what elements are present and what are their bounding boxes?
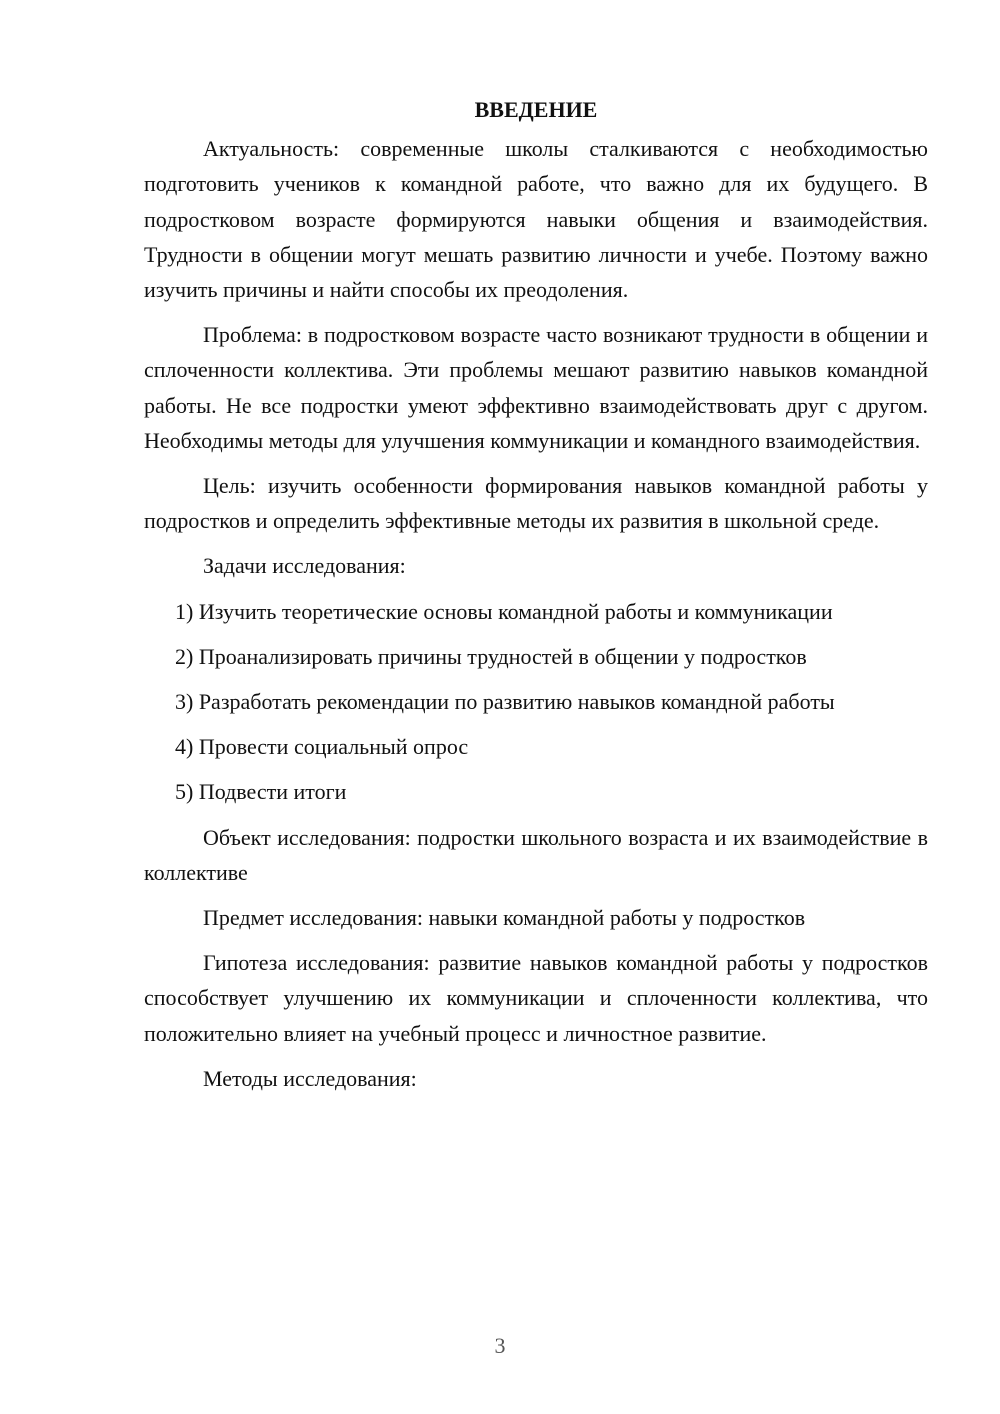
page-number: 3 <box>494 1333 506 1358</box>
task-item-2: 2) Проанализировать причины трудностей в общении у подростков <box>175 643 807 669</box>
task-item-4: 4) Провести социальный опрос <box>175 734 469 760</box>
relevance-paragraph: Актуальность: современные школы сталкиваются с необходимостью подготовить учеников к командной работе, что важно для их будущего. В подростковом возрасте формируются навыки общения и взаимодействия. Трудности в общении могут мешать развитию личности и учебе. Поэтому важно изучить причины и найти способы их преодоления. <box>144 136 928 303</box>
methods-heading: Методы исследования: <box>203 1065 417 1091</box>
goal-paragraph: Цель: изучить особенности формирования навыков командной работы у подростков и определить эффективные методы их развития в школьной среде. <box>144 473 928 534</box>
document-body <box>144 92 928 1106</box>
research-object-paragraph: Объект исследования: подростки школьного возраста и их взаимодействие в коллективе <box>144 824 928 885</box>
section-title: ВВЕДЕНИЕ <box>474 97 598 122</box>
task-item-1: 1) Изучить теоретические основы командной работы и коммуникации <box>175 598 833 624</box>
task-item-5: 5) Подвести итоги <box>175 779 347 805</box>
hypothesis-paragraph: Гипотеза исследования: развитие навыков командной работы у подростков способствует улучшению их коммуникации и сплоченности коллектива, что положительно влияет на учебный процесс и личностное развитие. <box>144 950 928 1046</box>
research-subject-paragraph: Предмет исследования: навыки командной работы у подростков <box>203 905 806 931</box>
problem-paragraph: Проблема: в подростковом возрасте часто возникают трудности в общении и сплоченности коллектива. Эти проблемы мешают развитию навыков командной работы. Не все подростки умеют эффективно взаимодействовать друг с другом. Необходимы методы для улучшения коммуникации и командного взаимодействия. <box>144 322 928 453</box>
tasks-heading: Задачи исследования: <box>203 553 406 579</box>
task-item-3: 3) Разработать рекомендации по развитию навыков командной работы <box>175 689 835 715</box>
